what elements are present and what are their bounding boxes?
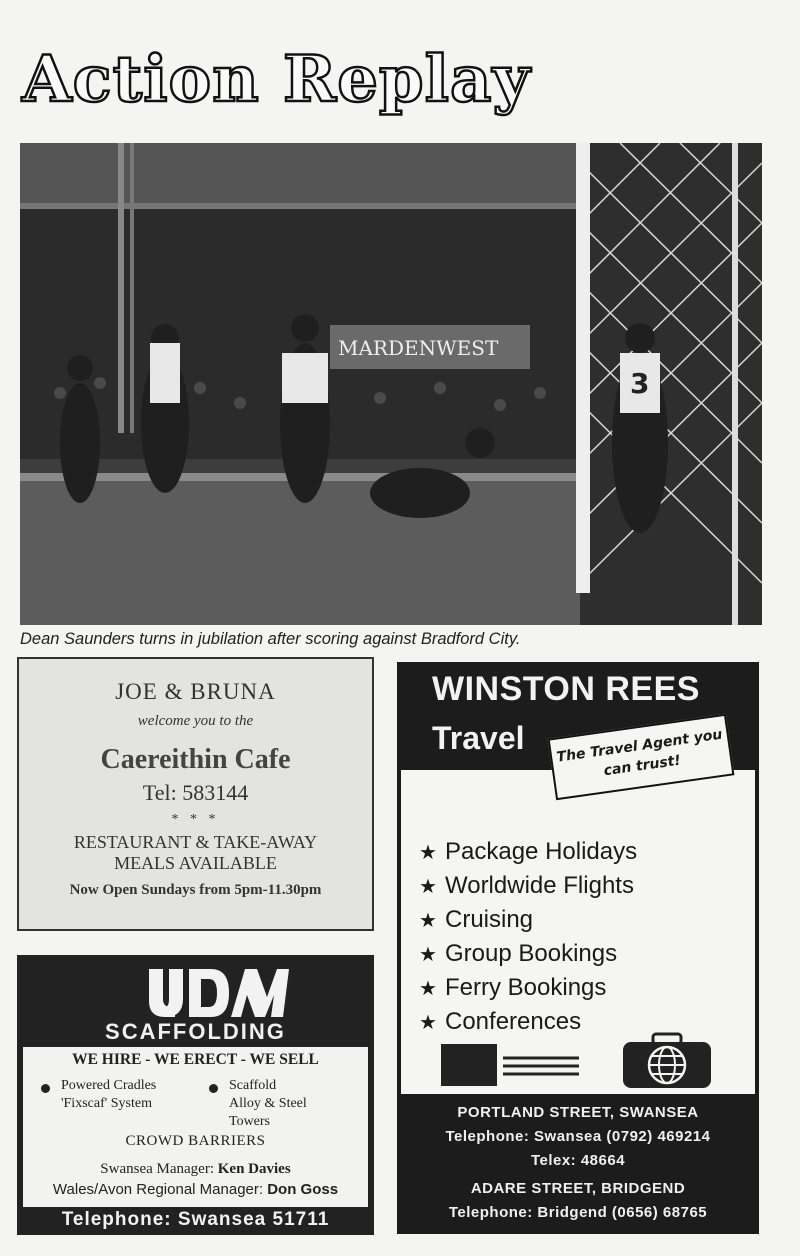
match-photo-illustration [20, 143, 762, 625]
banner-text: MARDENWEST [338, 336, 499, 360]
udm-logo-text: UDM [19, 963, 22, 964]
star-icon: ★ [419, 944, 437, 966]
udm-logo [19, 963, 372, 1018]
travel-service-logo-text: Travel Service Representative [441, 1040, 455, 1041]
udm-advert [17, 955, 374, 1235]
travel-service-logo [441, 1040, 581, 1090]
service-label: Package Holidays [445, 838, 638, 865]
udm-service-1b: 'Fixscaf' System [61, 1096, 152, 1111]
service-label: Conferences [445, 1008, 582, 1035]
service-label: Ferry Bookings [445, 974, 607, 1001]
travel-heading: Travel [432, 720, 525, 756]
cafe-welcome: welcome you to the [137, 713, 254, 729]
udm-manager-swansea [23, 1161, 368, 1178]
travel-service-item [419, 838, 637, 866]
manager-name: Don Goss [267, 1181, 339, 1198]
shirt-number: 3 [630, 367, 650, 400]
cafe-hours: Now Open Sundays from 5pm-11.30pm [69, 882, 322, 898]
travel-advert [397, 662, 759, 1234]
star-icon: ★ [419, 1012, 437, 1034]
udm-details [23, 1047, 368, 1207]
service-label: Worldwide Flights [445, 872, 634, 899]
travel-service-item [419, 974, 606, 1002]
cafe-advert [17, 657, 374, 931]
travel-services-panel [401, 726, 755, 1094]
star-icon: ★ [419, 910, 437, 932]
page-title: Action Replay [22, 42, 531, 117]
service-label: Cruising [445, 906, 534, 933]
manager-name: Ken Davies [217, 1161, 291, 1177]
udm-manager-regional [23, 1181, 368, 1198]
travel-company-name: WINSTON REES [432, 670, 700, 708]
manager-label: Swansea Manager: [100, 1161, 215, 1177]
travel-address-swansea: PORTLAND STREET, SWANSEA [457, 1104, 699, 1121]
travel-phone-bridgend: Telephone: Bridgend (0656) 68765 [448, 1204, 708, 1221]
travel-phone-swansea: Telephone: Swansea (0792) 469214 [445, 1128, 711, 1145]
match-photo [20, 143, 762, 625]
cafe-separator: * * * [171, 812, 220, 827]
travel-address-bridgend: ADARE STREET, BRIDGEND [470, 1180, 686, 1197]
udm-crowd-barriers: CROWD BARRIERS [125, 1133, 266, 1149]
udm-service-2b: Alloy & Steel [229, 1096, 307, 1111]
udm-tagline: WE HIRE - WE ERECT - WE SELL [72, 1051, 319, 1068]
udm-service-2a: Scaffold [229, 1078, 277, 1093]
cafe-telephone: Tel: 583144 [142, 780, 249, 805]
udm-service-2c: Towers [229, 1114, 271, 1129]
travel-service-item [419, 872, 634, 900]
globe-luggage-icon [621, 1032, 713, 1090]
star-icon: ★ [419, 978, 437, 1000]
cafe-name: Caereithin Cafe [100, 744, 291, 775]
cafe-services-2: MEALS AVAILABLE [114, 853, 277, 873]
cafe-services-1: RESTAURANT & TAKE-AWAY [73, 832, 318, 852]
travel-service-item [419, 906, 533, 934]
travel-telex: Telex: 48664 [530, 1152, 626, 1169]
star-icon: ★ [419, 876, 437, 898]
manager-label: Wales/Avon Regional Manager: [52, 1181, 264, 1198]
udm-service-1a: Powered Cradles [61, 1078, 157, 1093]
udm-telephone: Telephone: Swansea 51711 [61, 1209, 330, 1230]
photo-caption: Dean Saunders turns in jubilation after scoring against Bradford City. [20, 630, 521, 648]
cafe-owners: JOE & BRUNA [115, 679, 276, 704]
travel-service-item [419, 1008, 581, 1036]
travel-service-item [419, 940, 617, 968]
travel-slogan-tag: The Travel Agent you can trust! [548, 714, 735, 800]
bullet-icon [41, 1084, 50, 1093]
udm-subtitle: SCAFFOLDING [105, 1019, 286, 1044]
star-icon: ★ [419, 842, 437, 864]
service-label: Group Bookings [445, 940, 618, 967]
bullet-icon [209, 1084, 218, 1093]
